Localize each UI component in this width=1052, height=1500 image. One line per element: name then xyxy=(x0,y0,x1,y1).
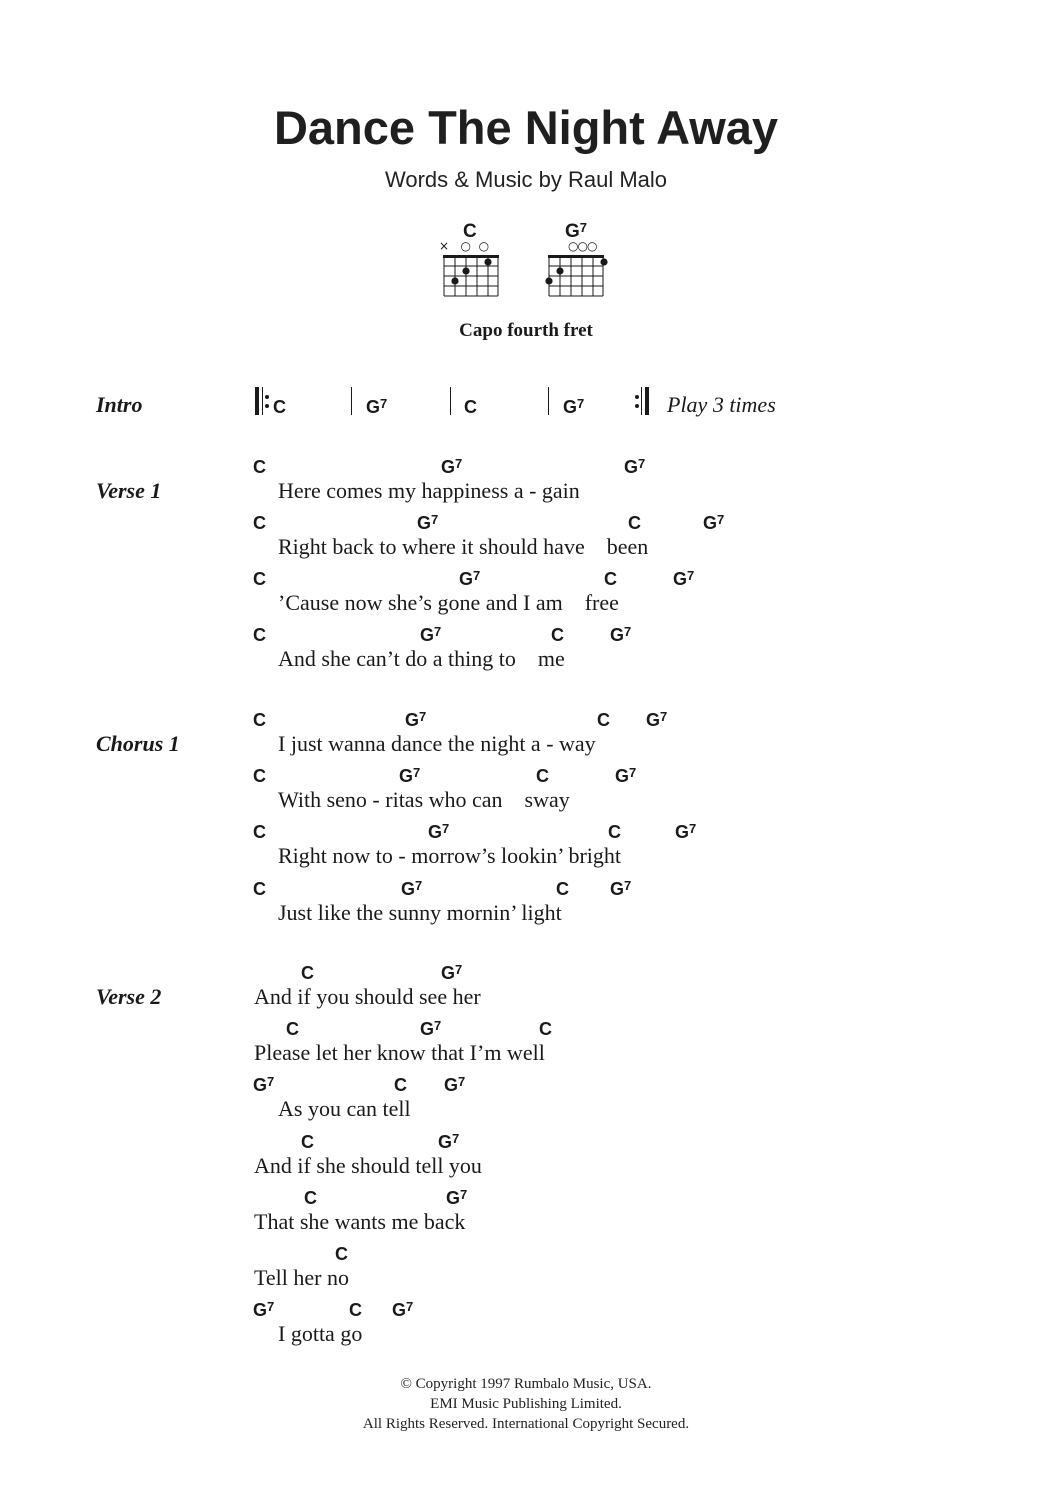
chord-symbol: C xyxy=(597,710,610,730)
chord-symbol: $G^7$ xyxy=(253,1074,275,1095)
chord-symbol: C xyxy=(556,879,569,899)
chord-diagram-label: $G^7$ xyxy=(565,220,588,242)
chord-symbol: $G^7$ xyxy=(610,624,632,645)
chord-symbol: $G^7$ xyxy=(392,1299,414,1320)
chord-symbol: C xyxy=(394,1075,407,1095)
repeat-note: Play 3 times xyxy=(667,392,776,417)
chord-symbol: $G^7$ xyxy=(615,765,637,786)
repeat-start-thick xyxy=(255,387,259,415)
finger-dot xyxy=(545,277,552,284)
finger-dot xyxy=(484,258,491,265)
barline xyxy=(450,387,451,415)
chord-symbol: C xyxy=(253,625,266,645)
chord-symbol: $G^7$ xyxy=(401,878,423,899)
repeat-start-thin xyxy=(262,387,263,415)
barline xyxy=(351,387,352,415)
lyric-line: Please let her know that I’m well xyxy=(254,1040,545,1065)
chord-symbol: C xyxy=(253,457,266,477)
chord-symbol: C xyxy=(551,625,564,645)
lyric-line: Just like the sunny mornin’ light xyxy=(278,900,562,925)
chord-symbol: $G^7$ xyxy=(703,512,725,533)
chord-symbol: C xyxy=(253,766,266,786)
copyright-line: © Copyright 1997 Rumbalo Music, USA. xyxy=(400,1376,652,1392)
chord-symbol: $G^7$ xyxy=(417,512,439,533)
chord-symbol: $G^7$ xyxy=(420,624,442,645)
chord-symbol: C xyxy=(628,513,641,533)
repeat-end-thin xyxy=(641,387,642,415)
chord-symbol: C xyxy=(301,1132,314,1152)
lyric-line: Here comes my happiness a - gain xyxy=(278,478,580,503)
lyric-line: With seno - ritas who can sway xyxy=(278,787,570,812)
chord-symbol: $G^7$ xyxy=(673,568,695,589)
chord-symbol: C xyxy=(349,1300,362,1320)
chord-symbol: C xyxy=(608,822,621,842)
chord-symbol: C xyxy=(539,1019,552,1039)
section-label-verse-1: Verse 1 xyxy=(96,478,162,503)
chord-symbol: C xyxy=(536,766,549,786)
lyric-line: As you can tell xyxy=(278,1096,411,1121)
intro-chord: C xyxy=(273,397,286,417)
chord-symbol: $G^7$ xyxy=(441,456,463,477)
lyric-line: Right back to where it should have been xyxy=(278,534,649,559)
chord-symbol: C xyxy=(253,879,266,899)
chord-symbol: $G^7$ xyxy=(610,878,632,899)
chord-symbol: $G^7$ xyxy=(438,1131,460,1152)
chord-symbol: $G^7$ xyxy=(675,821,697,842)
chord-symbol: C xyxy=(253,822,266,842)
lyric-line: And she can’t do a thing to me xyxy=(278,646,565,671)
fretboard-grid xyxy=(440,252,504,300)
chord-symbol: $G^7$ xyxy=(253,1299,275,1320)
fretboard-grid xyxy=(545,252,609,300)
copyright-line: EMI Music Publishing Limited. xyxy=(430,1396,622,1412)
capo-instruction: Capo fourth fret xyxy=(459,320,593,341)
finger-dot xyxy=(451,277,458,284)
chord-diagram-label: C xyxy=(463,221,477,242)
chord-symbol: C xyxy=(253,569,266,589)
song-credits: Words & Music by Raul Malo xyxy=(384,167,667,192)
lyric-line: Tell her no xyxy=(254,1265,349,1290)
song-title: Dance The Night Away xyxy=(273,101,779,154)
lyric-line: I just wanna dance the night a - way xyxy=(278,731,596,756)
intro-chord: $G^7$ xyxy=(366,396,388,417)
repeat-dot xyxy=(265,395,269,399)
lyric-line: That she wants me back xyxy=(254,1209,466,1234)
section-label-intro: Intro xyxy=(96,392,143,417)
chord-symbol: C xyxy=(301,963,314,983)
chord-symbol: $G^7$ xyxy=(428,821,450,842)
repeat-dot xyxy=(265,404,269,408)
section-label-verse-2: Verse 2 xyxy=(96,984,162,1009)
lyric-line: I gotta go xyxy=(278,1321,363,1346)
chord-symbol: $G^7$ xyxy=(459,568,481,589)
chord-symbol: $G^7$ xyxy=(441,962,463,983)
chord-symbol: C xyxy=(253,513,266,533)
chord-symbol: C xyxy=(604,569,617,589)
chord-symbol: $G^7$ xyxy=(446,1187,468,1208)
intro-chord: $G^7$ xyxy=(563,396,585,417)
string-markers: ○○○ xyxy=(568,239,597,253)
repeat-dot xyxy=(635,404,639,408)
section-label-chorus-1: Chorus 1 xyxy=(96,731,180,756)
lyric-line: And if she should tell you xyxy=(254,1153,482,1178)
chord-symbol: C xyxy=(304,1188,317,1208)
lyric-line: ’Cause now she’s gone and I am free xyxy=(278,590,619,615)
copyright-line: All Rights Reserved. International Copyright Secured. xyxy=(362,1416,690,1432)
chord-symbol: $G^7$ xyxy=(405,709,427,730)
chord-symbol: $G^7$ xyxy=(420,1018,442,1039)
chord-symbol: $G^7$ xyxy=(444,1074,466,1095)
chord-symbol: C xyxy=(286,1019,299,1039)
chord-symbol: $G^7$ xyxy=(624,456,646,477)
chord-symbol: $G^7$ xyxy=(646,709,668,730)
lyric-line: Right now to - morrow’s lookin’ bright xyxy=(278,843,622,868)
chord-symbol: $G^7$ xyxy=(399,765,421,786)
finger-dot xyxy=(600,258,607,265)
intro-chord: C xyxy=(464,397,477,417)
barline xyxy=(548,387,549,415)
repeat-dot xyxy=(635,395,639,399)
finger-dot xyxy=(556,267,563,274)
repeat-end-thick xyxy=(645,387,649,415)
chord-symbol: C xyxy=(335,1244,348,1264)
lyric-line: And if you should see her xyxy=(254,984,481,1009)
finger-dot xyxy=(462,267,469,274)
string-markers: × ○ ○ xyxy=(439,239,490,253)
chord-symbol: C xyxy=(253,710,266,730)
